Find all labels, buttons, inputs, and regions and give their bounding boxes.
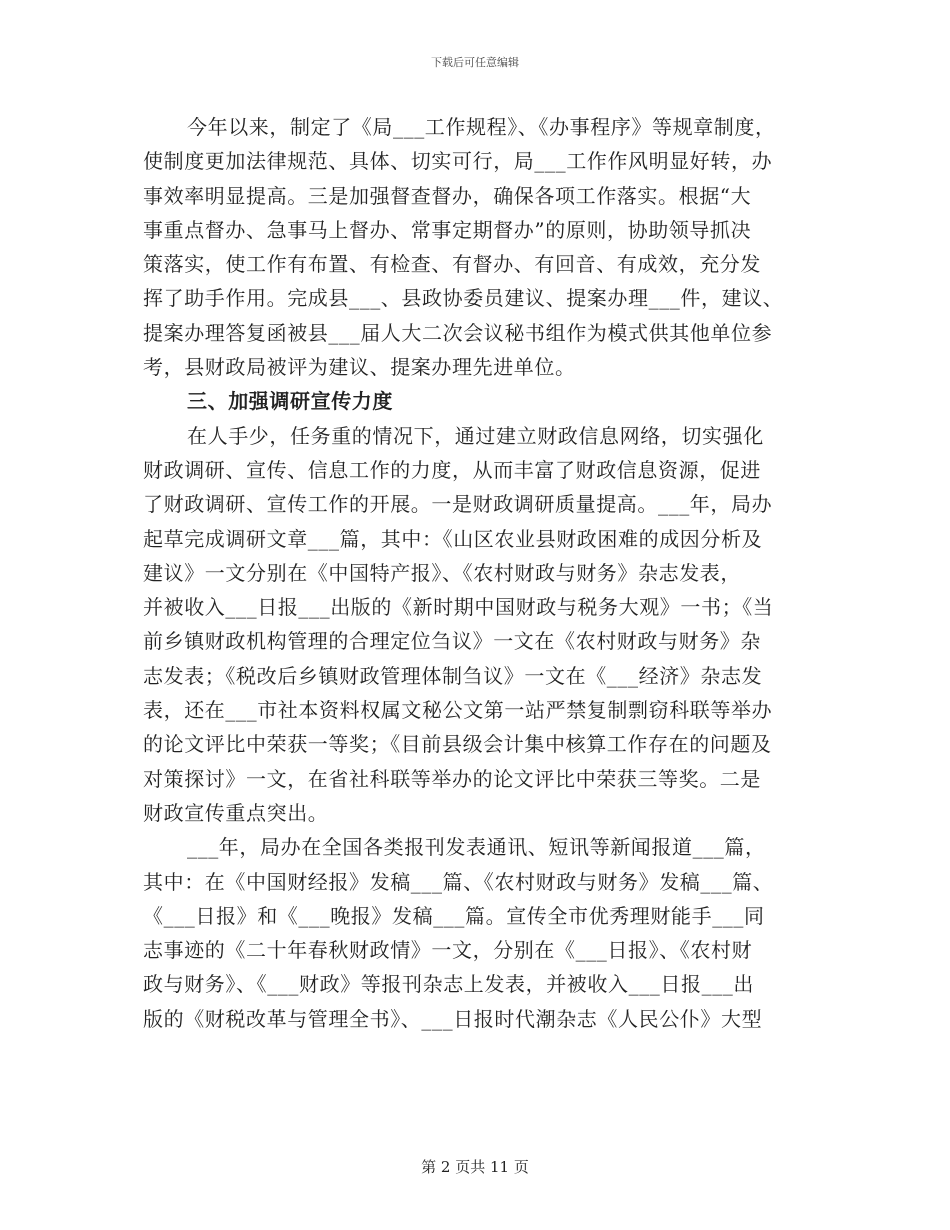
text-line: 事重点督办、急事马上督办、常事定期督办”的原则，协助领导抓决 [143, 217, 752, 242]
text-line: 财政宣传重点突出。 [143, 800, 329, 825]
text-line: 挥了助手作用。完成县___、县政协委员建议、提案办理___件，建议、 [143, 286, 784, 311]
text-line: 建议》一文分别在《中国特产报》、《农村财政与财务》杂志发表， [143, 560, 741, 585]
text-line: 志发表；《税改后乡镇财政管理体制刍议》一文在《___经济》杂志发 [143, 663, 763, 688]
text-line: 版的《财税改革与管理全书》、___日报时代潮杂志《人民公仆》大型 [143, 1006, 763, 1031]
text-line: 策落实，使工作有布置、有检查、有督办、有回音、有成效，充分发 [143, 252, 761, 277]
text-line: 政与财务》、《___财政》等报刊杂志上发表，并被收入___日报___出 [143, 972, 754, 997]
section-heading: 三、加强调研宣传力度 [187, 389, 393, 414]
paragraph [143, 419, 823, 831]
text-line: 考，县财政局被评为建议、提案办理先进单位。 [143, 355, 576, 380]
text-line: 并被收入___日报___出版的《新时期中国财政与税务大观》一书；《当 [143, 595, 774, 620]
text-line: 财政调研、宣传、信息工作的力度，从而丰富了财政信息资源，促进 [143, 457, 761, 482]
text-line: 其中：在《中国财经报》发稿___篇、《农村财政与财务》发稿___篇、 [143, 869, 774, 894]
text-line: 对策探讨》一文，在省社科联等举办的论文评比中荣获三等奖。二是 [143, 766, 761, 791]
paragraph [143, 830, 823, 1036]
text-line: 《___日报》和《___晚报》发稿___篇。宣传全市优秀理财能手___同 [143, 903, 765, 928]
text-line: 表，还在___市社本资料权属文秘公文第一站严禁复制剽窃科联等举办 [143, 698, 773, 723]
text-line: 的论文评比中荣获一等奖；《目前县级会计集中核算工作存在的问题及 [143, 732, 772, 757]
page-footer: 第 2 页共 11 页 [421, 1158, 529, 1176]
text-line: 起草完成调研文章___篇，其中：《山区农业县财政困难的成因分析及 [143, 526, 763, 551]
text-line: 提案办理答复函被县___届人大二次会议秘书组作为模式供其他单位参 [143, 320, 773, 345]
text-line: 使制度更加法律规范、具体、切实可行，局___工作作风明显好转，办 [143, 149, 773, 174]
text-line: 今年以来，制定了《局___工作规程》、《办事程序》等规章制度， [187, 115, 776, 139]
document-body [143, 110, 823, 1036]
text-line: 了财政调研、宣传工作的开展。一是财政调研质量提高。___年，局办 [143, 492, 773, 517]
text-line: 前乡镇财政机构管理的合理定位刍议》一文在《农村财政与财务》杂 [143, 629, 761, 654]
text-line: 在人手少，任务重的情况下，通过建立财政信息网络，切实强化 [187, 423, 764, 448]
page-header: 下载后可任意编辑 [431, 56, 519, 69]
text-line: ___年，局办在全国各类报刊发表通讯、短讯等新闻报道___篇， [187, 835, 766, 860]
text-line: 志事迹的《二十年春秋财政情》一文，分别在《___日报》、《农村财 [143, 938, 753, 963]
text-line: 事效率明显提高。三是加强督查督办，确保各项工作落实。根据“大 [143, 183, 752, 208]
paragraph [143, 110, 823, 384]
